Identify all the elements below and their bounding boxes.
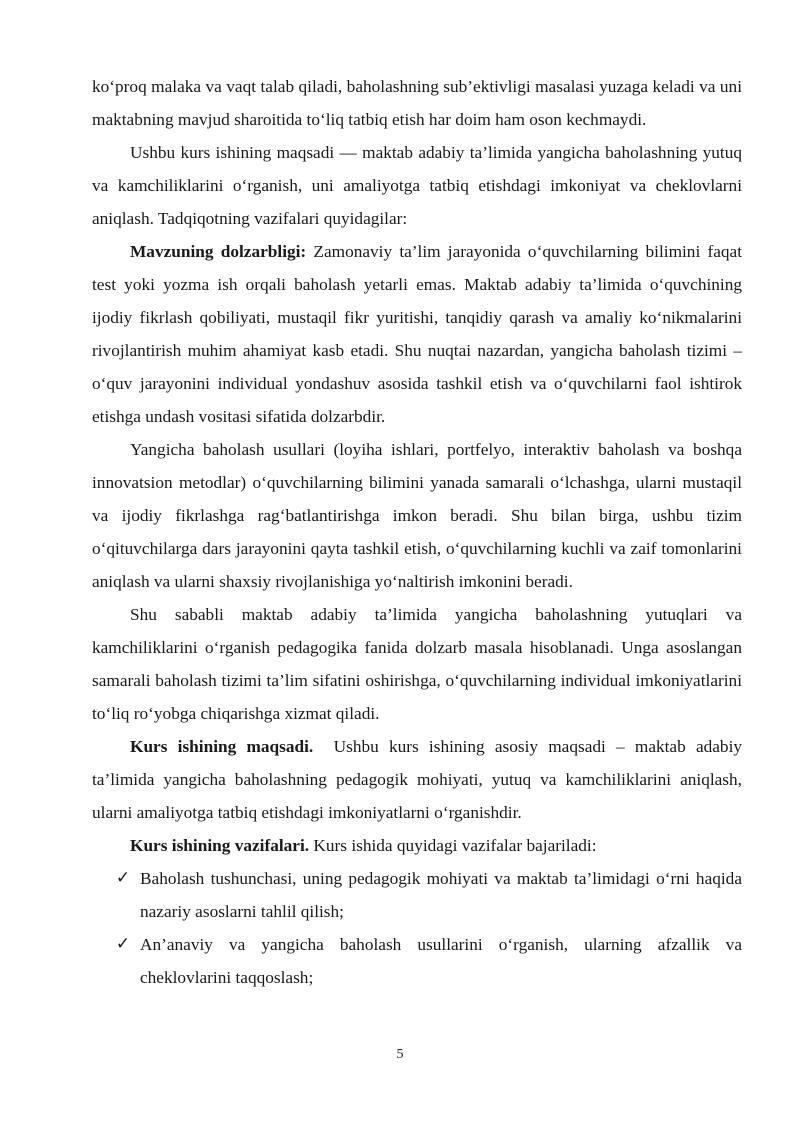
- list-item: [92, 928, 742, 994]
- relevance-heading: Mavzuning dolzarbligi:: [130, 242, 307, 261]
- goal-heading: Kurs ishining maqsadi.: [130, 737, 314, 756]
- list-item-text: An’anaviy va yangicha baholash usullarini o‘rganish, ularning afzallik va cheklovlarini taqqoslash;: [140, 935, 742, 987]
- paragraph-relevance: [92, 235, 742, 433]
- list-item-text: Baholash tushunchasi, uning pedagogik mohiyati va maktab ta’limidagi o‘rni haqida nazariy asoslarni tahlil qilish;: [140, 869, 742, 921]
- tasks-text: Kurs ishida quyidagi vazifalar bajariladi:: [309, 836, 597, 855]
- task-list: [92, 862, 742, 994]
- page-number: 5: [396, 1047, 404, 1062]
- list-item: [92, 862, 742, 928]
- checkmark-icon: ✓: [115, 934, 131, 954]
- paragraph-continuation: ko‘proq malaka va vaqt talab qiladi, baholashning sub’ektivligi masalasi yuzaga keladi va uni maktabning mavjud sharoitida to‘liq tatbiq etish har doim ham oson kechmaydi.: [92, 77, 742, 129]
- tasks-heading: Kurs ishining vazifalari.: [130, 836, 310, 855]
- checkmark-icon: ✓: [115, 868, 131, 888]
- paragraph-purpose: Ushbu kurs ishining maqsadi — maktab adabiy ta’limida yangicha baholashning yutuq va kamchiliklarini o‘rganish, uni amaliyotga tatbiq etishdagi imkoniyat va cheklovlarni aniqlash. Tadqiqotning vazifalari quyidagilar:: [92, 143, 742, 228]
- goal-text: Ushbu kurs ishining asosiy maqsadi – maktab adabiy ta’limida yangicha baholashning pedagogik mohiyati, yutuq va kamchiliklarini aniqlash, ularni amaliyotga tatbiq etishdagi imkoniyatlarni o‘rganishdir.: [92, 737, 747, 822]
- paragraph-new-methods: Yangicha baholash usullari (loyiha ishlari, portfelyo, interaktiv baholash va boshqa innovatsion metodlar) o‘quvchilarning bilimini yanada samarali o‘lchashga, ularni mustaqil va ijodiy fikrlashga rag‘batlantirishga imkon beradi. Shu bilan birga, ushbu tizim o‘qituvchilarga dars jarayonini qayta tashkil etish, o‘quvchilarning kuchli va zaif tomonlarini aniqlash va ularni shaxsiy rivojlanishiga yo‘naltirish imkonini beradi.: [92, 440, 742, 591]
- relevance-text: Zamonaviy ta’lim jarayonida o‘quvchilarning bilimini faqat test yoki yozma ish orqali baholash yetarli emas. Maktab adabiy ta’limida o‘quvchining ijodiy fikrlash qobiliyati, mustaqil fikr yuritishi, tanqidiy qarash va amaliy ko‘nikmalarini rivojlantirish muhim ahamiyat kasb etadi. Shu nuqtai nazardan, yangicha baholash tizimi – o‘quv jarayonini individual yondashuv asosida tashkil etish va o‘quvchilarni faol ishtirok etishga undash vositasi sifatida dolzarbdir.: [92, 242, 742, 426]
- paragraph-conclusion: Shu sababli maktab adabiy ta’limida yangicha baholashning yutuqlari va kamchiliklarini o‘rganish pedagogika fanida dolzarb masala hisoblanadi. Unga asoslangan samarali baholash tizimi ta’lim sifatini oshirishga, o‘quvchilarning individual imkoniyatlarini to‘liq ro‘yobga chiqarishga xizmat qiladi.: [92, 605, 742, 723]
- paragraph-goal: [92, 730, 747, 829]
- document-body: [92, 70, 747, 994]
- paragraph-tasks: [92, 829, 742, 862]
